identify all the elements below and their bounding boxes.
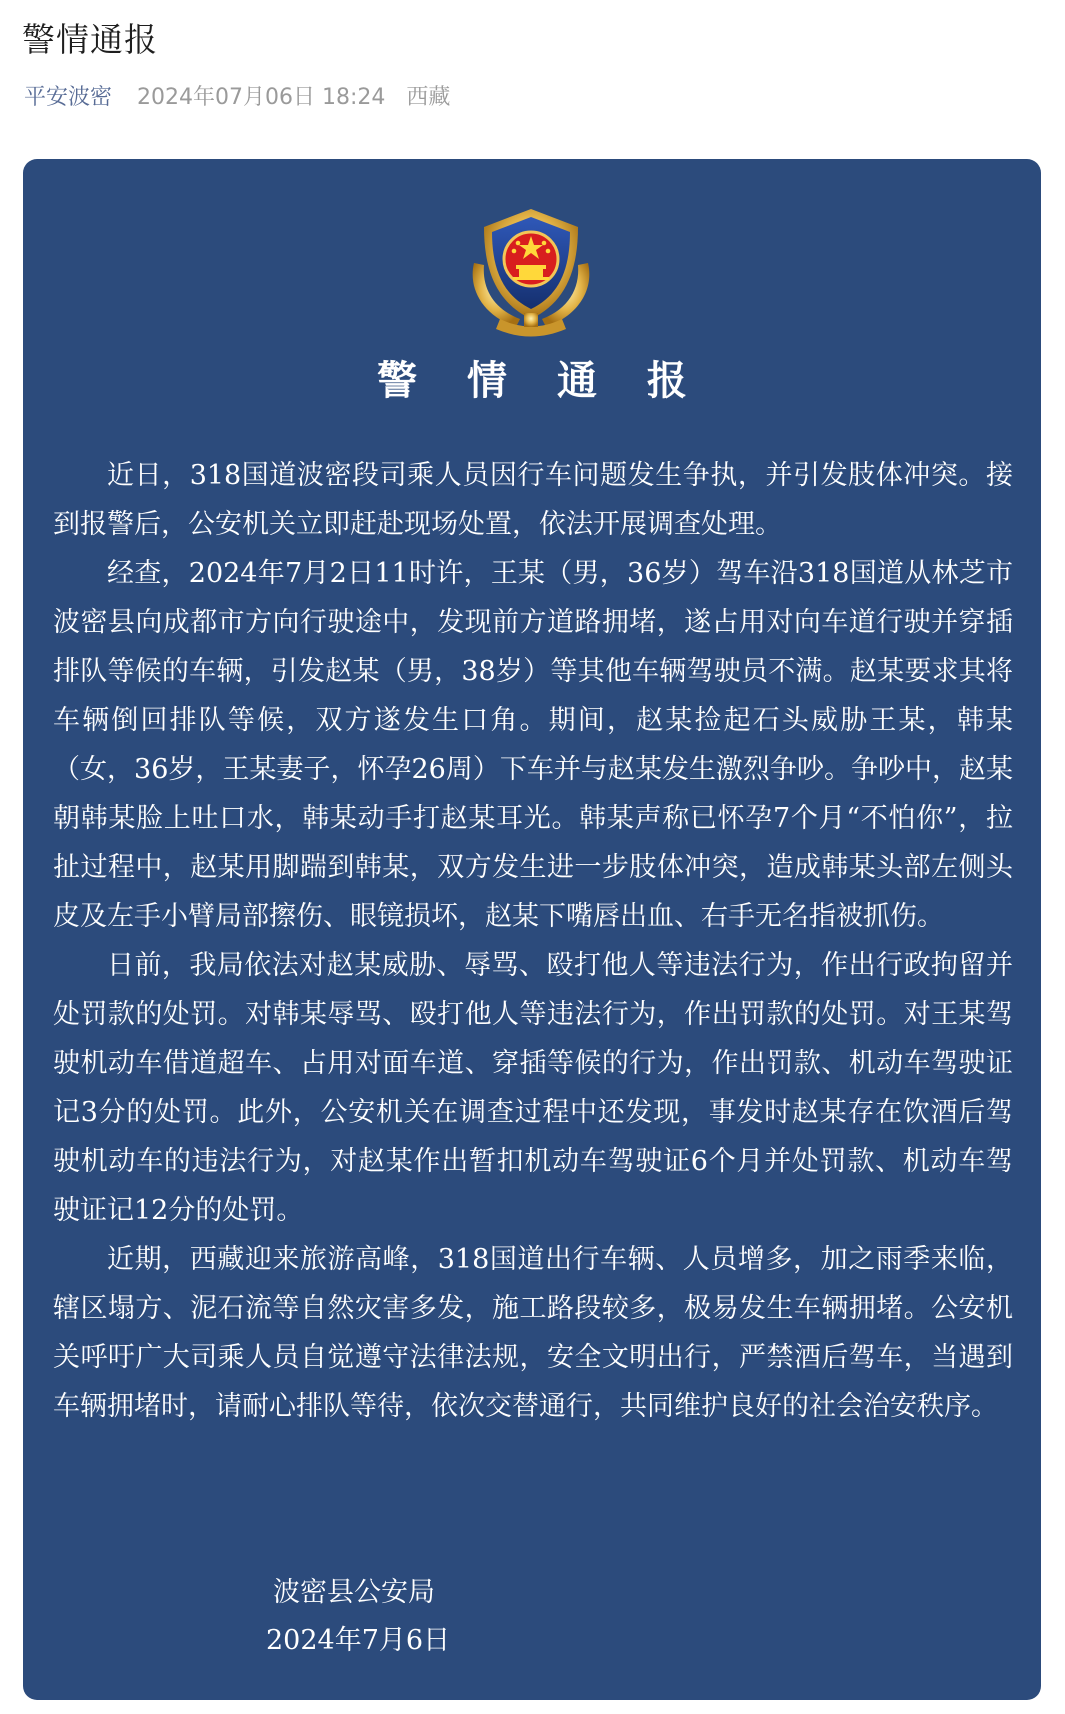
publish-datetime: 2024年07月06日 18:24 [137, 85, 386, 110]
account-name-link[interactable]: 平安波密 [24, 85, 113, 110]
article-title: 警情通报 [22, 20, 158, 59]
article-meta [24, 80, 450, 111]
notice-paragraph: 日前，我局依法对赵某威胁、辱骂、殴打他人等违法行为，作出行政拘留并处罚款的处罚。对韩某辱骂、殴打他人等违法行为，作出罚款的处罚。对王某驾驶机动车借道超车、占用对面车道、穿插等候的行为，作出罚款、机动车驾驶证记3分的处罚。此外，公安机关在调查过程中还发现，事发时赵某存在饮酒后驾驶机动车的违法行为，对赵某作出暂扣机动车驾驶证6个月并处罚款、机动车驾驶证记12分的处罚。 [53, 950, 1013, 1226]
notice-title: 警 情 通 报 [377, 358, 705, 404]
notice-paragraph: 经查，2024年7月2日11时许，王某（男，36岁）驾车沿318国道从林芝市波密县向成都市方向行驶途中，发现前方道路拥堵，遂占用对向车道行驶并穿插排队等候的车辆，引发赵某（男，38岁）等其他车辆驾驶员不满。赵某要求其将车辆倒回排队等候，双方遂发生口角。期间，赵某捡起石头威胁王某，韩某（女，36岁，王某妻子，怀孕26周）下车并与赵某发生激烈争吵。争吵中，赵某朝韩某脸上吐口水，韩某动手打赵某耳光。韩某声称已怀孕7个月“不怕你”，拉扯过程中，赵某用脚踹到韩某，双方发生进一步肢体冲突，造成韩某头部左侧头皮及左手小臂局部擦伤、眼镜损坏，赵某下嘴唇出血、右手无名指被抓伤。 [53, 558, 1013, 932]
police-emblem-icon [460, 203, 602, 343]
notice-signature [266, 1569, 451, 1665]
notice-body [53, 451, 1013, 1431]
notice-paragraph: 近日，318国道波密段司乘人员因行车问题发生争执，并引发肢体冲突。接到报警后，公安机关立即赶赴现场处置，依法开展调查处理。 [53, 460, 1013, 540]
notice-paragraph: 近期，西藏迎来旅游高峰，318国道出行车辆、人员增多，加之雨季来临，辖区塌方、泥石流等自然灾害多发，施工路段较多，极易发生车辆拥堵。公安机关呼吁广大司乘人员自觉遵守法律法规，安全文明出行，严禁酒后驾车，当遇到车辆拥堵时，请耐心排队等待，依次交替通行，共同维护良好的社会治安秩序。 [53, 1244, 1013, 1422]
publish-region: 西藏 [406, 85, 451, 110]
police-notice-card [23, 159, 1041, 1700]
signature-org: 波密县公安局 [273, 1577, 435, 1608]
signature-date: 2024年7月6日 [266, 1625, 451, 1656]
